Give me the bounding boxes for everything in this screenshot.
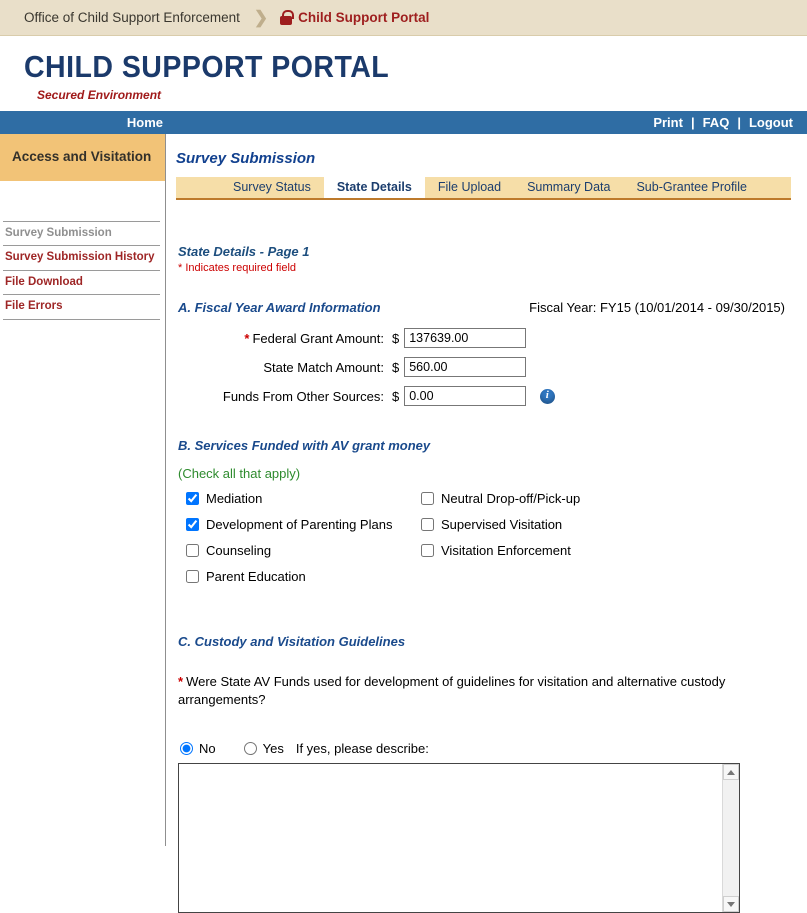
nav-faq-link[interactable]: FAQ bbox=[702, 115, 730, 130]
guidelines-question-text: Were State AV Funds used for development of guidelines for visitation and alternative custody arrangements? bbox=[178, 674, 726, 708]
fiscal-year-label: Fiscal Year: FY15 (10/01/2014 - 09/30/2015) bbox=[529, 300, 785, 315]
chevron-right-icon bbox=[254, 8, 268, 28]
site-title: CHILD SUPPORT PORTAL bbox=[24, 49, 390, 84]
no-radio-label: No bbox=[199, 741, 216, 757]
scroll-down-icon bbox=[727, 902, 735, 907]
parenting-plans-label: Development of Parenting Plans bbox=[206, 517, 393, 532]
dollar-sign: $ bbox=[392, 388, 400, 404]
tab-bar bbox=[176, 177, 791, 200]
checkbox-row-visitation-enforcement bbox=[421, 543, 580, 558]
counseling-checkbox[interactable] bbox=[186, 544, 199, 557]
checkbox-row-parent-education bbox=[186, 569, 421, 584]
federal-grant-row bbox=[176, 328, 791, 348]
top-breadcrumb-bar bbox=[0, 0, 807, 36]
services-checkbox-group bbox=[186, 491, 791, 584]
main-content bbox=[166, 134, 807, 846]
state-match-label: State Match Amount: bbox=[263, 359, 384, 375]
guidelines-question bbox=[178, 673, 790, 709]
sidebar-item-file-download[interactable]: File Download bbox=[3, 270, 160, 294]
visitation-enforcement-label: Visitation Enforcement bbox=[441, 543, 571, 558]
checkbox-row-parenting-plans bbox=[186, 517, 421, 532]
supervised-visitation-label: Supervised Visitation bbox=[441, 517, 563, 532]
page-title: Survey Submission bbox=[176, 150, 316, 167]
section-a-heading: A. Fiscal Year Award Information bbox=[178, 300, 381, 315]
sidebar-menu bbox=[0, 221, 165, 320]
required-asterisk: * bbox=[244, 330, 250, 346]
nav-home-link[interactable]: Home bbox=[126, 115, 163, 130]
sidebar bbox=[0, 134, 166, 846]
checkbox-row-neutral-dropoff bbox=[421, 491, 580, 506]
award-form bbox=[176, 328, 791, 406]
section-c-heading: C. Custody and Visitation Guidelines bbox=[178, 634, 406, 649]
site-header bbox=[0, 36, 807, 111]
required-asterisk: * bbox=[178, 674, 184, 689]
tab-file-upload[interactable]: File Upload bbox=[437, 180, 502, 194]
neutral-dropoff-checkbox[interactable] bbox=[421, 492, 434, 505]
describe-textarea-wrap bbox=[178, 763, 740, 913]
required-field-note: * Indicates required field bbox=[178, 262, 297, 274]
tab-summary-data[interactable]: Summary Data bbox=[527, 180, 611, 194]
supervised-visitation-checkbox[interactable] bbox=[421, 518, 434, 531]
secured-environment-label: Secured Environment bbox=[37, 88, 162, 102]
scroll-up-button[interactable] bbox=[723, 764, 739, 780]
sidebar-item-file-errors[interactable]: File Errors bbox=[3, 294, 160, 319]
tab-state-details[interactable]: State Details bbox=[324, 177, 425, 198]
textarea-scrollbar[interactable] bbox=[722, 764, 739, 912]
scroll-up-icon bbox=[727, 770, 735, 775]
mediation-label: Mediation bbox=[206, 491, 263, 506]
info-icon[interactable] bbox=[540, 389, 555, 404]
parenting-plans-checkbox[interactable] bbox=[186, 518, 199, 531]
agency-name: Office of Child Support Enforcement bbox=[24, 10, 240, 25]
parent-education-label: Parent Education bbox=[206, 569, 306, 584]
nav-logout-link[interactable]: Logout bbox=[748, 115, 793, 130]
state-details-page-title: State Details - Page 1 bbox=[178, 244, 310, 259]
other-sources-row bbox=[176, 386, 791, 406]
nav-print-link[interactable]: Print bbox=[653, 115, 683, 130]
dollar-sign: $ bbox=[392, 359, 400, 375]
no-radio[interactable] bbox=[180, 742, 193, 755]
nav-separator: | bbox=[690, 115, 695, 130]
dollar-sign: $ bbox=[392, 330, 400, 346]
mediation-checkbox[interactable] bbox=[186, 492, 199, 505]
primary-nav bbox=[0, 111, 807, 134]
describe-label: If yes, please describe: bbox=[295, 741, 429, 757]
nav-separator: | bbox=[737, 115, 741, 130]
neutral-dropoff-label: Neutral Drop-off/Pick-up bbox=[441, 491, 581, 506]
federal-grant-input[interactable] bbox=[404, 328, 526, 348]
nav-utility-links bbox=[653, 115, 807, 130]
parent-education-checkbox[interactable] bbox=[186, 570, 199, 583]
checkbox-row-supervised-visitation bbox=[421, 517, 580, 532]
sidebar-heading: Access and Visitation bbox=[0, 134, 165, 181]
sidebar-item-survey-submission-history[interactable]: Survey Submission History bbox=[3, 245, 160, 269]
section-b-heading: B. Services Funded with AV grant money bbox=[178, 438, 431, 453]
sidebar-item-survey-submission: Survey Submission bbox=[3, 221, 160, 245]
checkbox-row-counseling bbox=[186, 543, 421, 558]
breadcrumb-portal-link[interactable]: Child Support Portal bbox=[298, 10, 430, 25]
lock-icon bbox=[280, 16, 292, 25]
guidelines-radio-group bbox=[180, 741, 791, 756]
visitation-enforcement-checkbox[interactable] bbox=[421, 544, 434, 557]
other-sources-input[interactable] bbox=[404, 386, 526, 406]
tab-sub-grantee-profile[interactable]: Sub-Grantee Profile bbox=[636, 180, 747, 194]
tab-survey-status[interactable]: Survey Status bbox=[233, 180, 311, 194]
describe-textarea[interactable] bbox=[179, 764, 722, 912]
yes-radio[interactable] bbox=[244, 742, 257, 755]
scroll-down-button[interactable] bbox=[723, 896, 739, 912]
state-match-input[interactable] bbox=[404, 357, 526, 377]
counseling-label: Counseling bbox=[206, 543, 272, 558]
state-match-row bbox=[176, 357, 791, 377]
check-all-note: (Check all that apply) bbox=[178, 466, 301, 481]
federal-grant-label: Federal Grant Amount: bbox=[252, 330, 384, 346]
yes-radio-label: Yes bbox=[262, 741, 284, 757]
other-sources-label: Funds From Other Sources: bbox=[222, 388, 384, 404]
checkbox-row-mediation bbox=[186, 491, 421, 506]
